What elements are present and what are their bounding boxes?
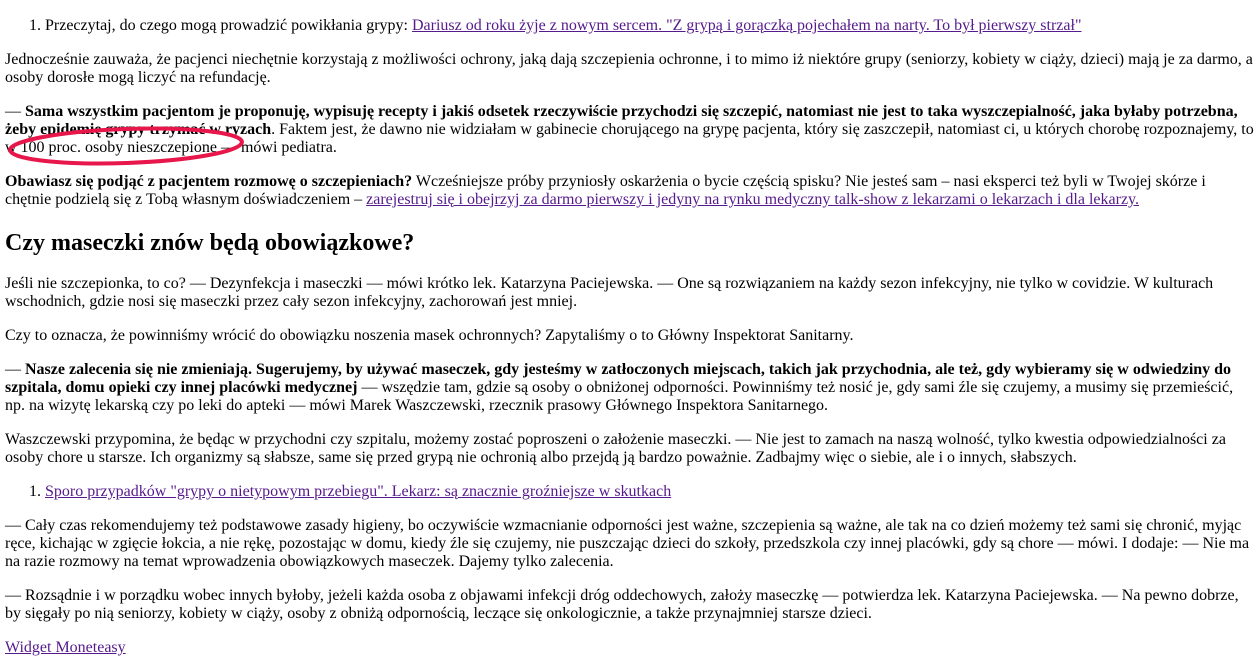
paragraph-gis-recommendations — [5, 361, 1254, 415]
promo-text: Wcześniejsze próby przyniosły oskarżenia o bycie częścią spisku? Nie jesteś sam – nasi eksperci też byli w Twojej skórze i chętnie podzielą się z Tobą własnym doświadczeniem – — [5, 173, 1206, 208]
recommendation-rest: — wszędzie tam, gdzie są osoby o obniżonej odporności. Powinniśmy też nosić je, gdy sami źle się czujemy, a musimy się przemieścić, np. na wizytę lekarską czy po leki do apteki — mówi Marek Waszczewski, rzecznik prasowy Głównego Inspektora Sanitarnego. — [5, 379, 1234, 414]
paragraph-disinfection-masks: Jeśli nie szczepionka, to co? — Dezynfekcja i maseczki — mówi krótko lek. Katarzyna Paciejewska. — One są rozwiązaniem na każdy sezon infekcyjny, nie tylko w covidzie. W kulturach wschodnich, gdzie nosi się maseczki przez cały sezon infekcyjny, zachorowań jest mniej. — [5, 275, 1214, 310]
paragraph-talk-show-promo — [5, 173, 1254, 209]
related-article-link-heart[interactable]: Dariusz od roku żyje z nowym sercem. "Z grypą i gorączką pojechałem na narty. To był pierwszy strzał" — [411, 17, 1082, 34]
dash: — — [5, 361, 25, 378]
talk-show-link[interactable]: zarejestruj się i obejrzyj za darmo pierwszy i jedyny na rynku medyczny talk-show z lekarzami o lekarzach i dla lekarzy. — [366, 191, 1139, 208]
dash: — — [5, 103, 25, 120]
section-heading: Czy maseczki znów będą obowiązkowe? — [5, 230, 415, 256]
bold-quote: Sama wszystkim pacjentom je proponuję, wypisuję recepty i jakiś odsetek rzeczywiście przychodzi się szczepić, natomiast nie jest to taka wyszczepialność, jaka byłaby potrzebna, żeby epidemię grypy trzymać w ryzach — [5, 103, 1238, 138]
paragraph-pediatrician-quote — [5, 103, 1254, 157]
paragraph-waszczewski: Waszczewski przypomina, że będąc w przychodni czy szpitalu, możemy zostać poproszeni o założenie maseczki. — Nie jest to zamach na naszą wolność, tylko kwestia odpowiedzialności za osoby chore u starsze. Ich organizmy są słabsze, same się przed grypą nie ochronią albo przejdą ją bardzo poważnie. Zadbajmy więc o siebie, ale i o innych, słabszych. — [5, 431, 1226, 466]
list-item — [45, 17, 1259, 35]
list-item — [45, 483, 1259, 501]
list-item-text: Przeczytaj, do czego mogą prowadzić powikłania grypy: — [45, 17, 412, 34]
widget-moneteasy-link[interactable]: Widget Moneteasy — [5, 639, 126, 656]
quote-rest: . Faktem jest, że dawno nie widziałam w gabinecie chorującego na grypę pacjenta, który się zaszczepił, natomiast ci, u których chorobę rozpoznajemy, to w 100 proc. osoby nieszczepione — mówi pediatra. — [5, 121, 1254, 156]
bold-recommendation: Nasze zalecenia się nie zmieniają. Sugerujemy, by używać maseczek, gdy jesteśmy w zatłoczonych miejscach, takich jak przychodnia, ale też, gdy wybieramy się w odwiedziny do szpitala, domu opieki czy innej placówki medycznej — [5, 361, 1232, 396]
related-list-top — [5, 17, 1259, 35]
widget-paragraph — [5, 639, 1254, 657]
paragraph-hygiene: — Cały czas rekomendujemy też podstawowe zasady higieny, bo oczywiście wzmacnianie odporności jest ważne, szczepienia są ważne, ale tak na co dzień możemy też sami się chronić, myjąc ręce, kichając w zgięcie łokcia, a nie rękę, pozostając w domu, kiedy źle się czujemy, nie puszczając dzieci do szkoły, przedszkola czy innej placówki, gdy są chore — mówi. I dodaje: — Nie ma na razie rozmowy na temat wprowadzenia obowiązkowych maseczek. Dajemy tylko zalecenia. — [5, 517, 1250, 570]
paragraph-vaccination-reluctance: Jednocześnie zauważa, że pacjenci niechętnie korzystają z możliwości ochrony, jaką dają szczepienia ochronne, i to mimo iż niektóre grupy (seniorzy, kobiety w ciąży, dzieci) mają je za darmo, a osoby dorosłe mogą liczyć na refundację. — [5, 51, 1253, 86]
paragraph-question-gis: Czy to oznacza, że powinniśmy wrócić do obowiązku noszenia masek ochronnych? Zapytaliśmy o to Główny Inspektorat Sanitarny. — [5, 327, 854, 344]
related-article-link-flu[interactable]: Sporo przypadków "grypy o nietypowym przebiegu". Lekarz: są znacznie groźniejsze w skutkach — [45, 483, 672, 500]
related-list-bottom — [5, 483, 1259, 501]
paragraph-paciejewska-masks: — Rozsądnie i w porządku wobec innych byłoby, jeżeli każda osoba z objawami infekcji dróg oddechowych, założy maseczkę — potwierdza lek. Katarzyna Paciejewska. — Na pewno dobrze, by sięgały po nią seniorzy, kobiety w ciąży, osoby z obniżą odpornością, leczące się onkologicznie, a także przynajmniej starsze dzieci. — [5, 587, 1239, 622]
promo-question: Obawiasz się podjąć z pacjentem rozmowę o szczepieniach? — [5, 173, 413, 190]
